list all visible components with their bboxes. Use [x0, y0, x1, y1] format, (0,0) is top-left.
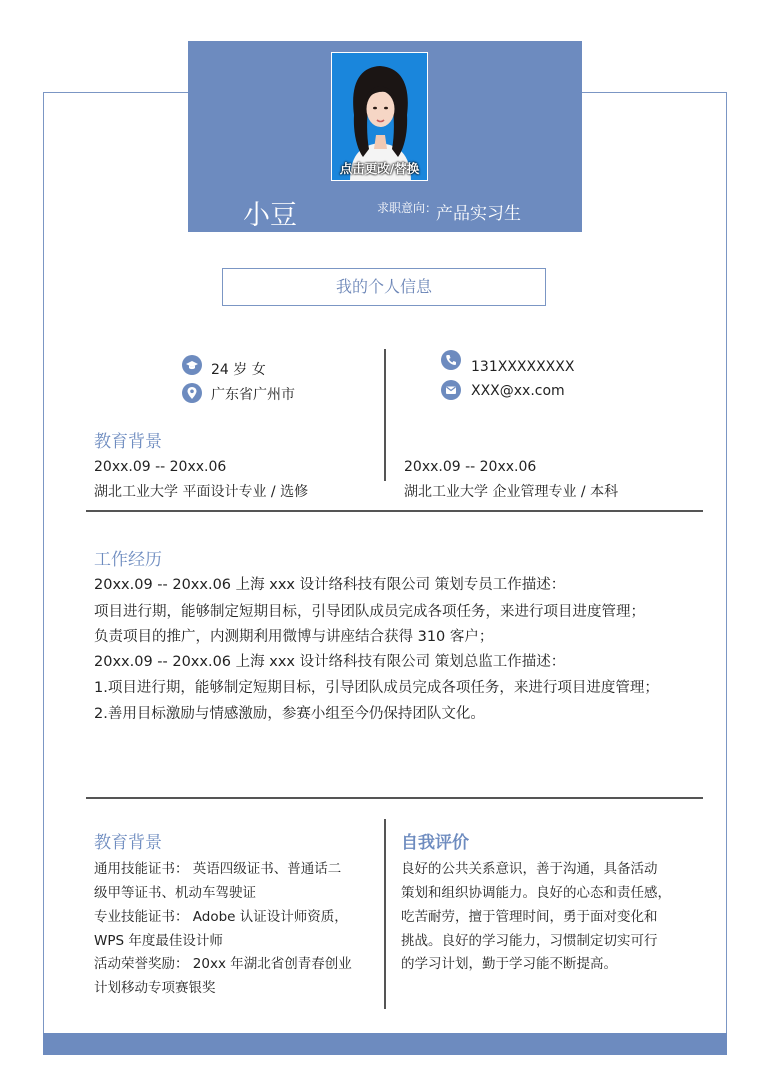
job-intent-value: 产品实习生 [436, 204, 521, 224]
certificate-line: 通用技能证书： 英语四级证书、普通话二 [94, 861, 342, 877]
graduation-cap-icon [182, 355, 202, 375]
self-evaluation-line: 挑战。良好的学习能力，习惯制定切实可行 [401, 933, 658, 949]
self-evaluation-title: 自我评价 [401, 833, 469, 853]
education-right-period: 20xx.09 -- 20xx.06 [404, 459, 537, 475]
work-line: 1.项目进行期，能够制定短期目标，引导团队成员完成各项任务，来进行项目进度管理； [94, 680, 659, 696]
footer-bar [43, 1033, 727, 1055]
work-line: 负责项目的推广，内测期利用微博与讲座结合获得 310 客户； [94, 629, 494, 645]
self-evaluation-line: 良好的公共关系意识，善于沟通，具备活动 [401, 861, 658, 877]
education-title: 教育背景 [94, 432, 162, 452]
phone-number: 131XXXXXXXX [471, 359, 575, 375]
section-divider-top [86, 510, 703, 512]
certificate-line: 计划移动专项赛银奖 [94, 980, 216, 996]
certificate-line: 级甲等证书、机动车驾驶证 [94, 885, 256, 901]
education-left-period: 20xx.09 -- 20xx.06 [94, 459, 227, 475]
self-evaluation-line: 的学习计划，勤于学习能不断提高。 [401, 956, 617, 972]
certificates-title: 教育背景 [94, 833, 162, 853]
education-right-detail: 湖北工业大学 企业管理专业 / 本科 [404, 484, 619, 500]
info-divider [384, 349, 386, 481]
candidate-name: 小豆 [243, 200, 297, 231]
education-left-detail: 湖北工业大学 平面设计专业 / 选修 [94, 484, 309, 500]
email-address: XXX@xx.com [471, 383, 565, 399]
work-title: 工作经历 [94, 550, 162, 570]
profile-photo[interactable] [331, 52, 428, 181]
photo-change-caption[interactable]: 点击更改/替换 [339, 161, 420, 176]
self-evaluation-line: 策划和组织协调能力。良好的心态和责任感， [401, 885, 671, 901]
certificate-line: 专业技能证书： Adobe 认证设计师资质， [94, 909, 348, 925]
work-line: 20xx.09 -- 20xx.06 上海 xxx 设计络科技有限公司 策划专员工作描述： [94, 577, 566, 593]
bottom-divider [384, 819, 386, 1009]
work-line: 20xx.09 -- 20xx.06 上海 xxx 设计络科技有限公司 策划总监工作描述： [94, 654, 566, 670]
certificate-line: 活动荣誉奖励： 20xx 年湖北省创青春创业 [94, 956, 352, 972]
age-gender: 24 岁 女 [211, 362, 266, 378]
personal-info-title: 我的个人信息 [222, 268, 546, 306]
location-pin-icon [182, 383, 202, 403]
work-line: 项目进行期，能够制定短期目标，引导团队成员完成各项任务，来进行项目进度管理； [94, 604, 645, 620]
envelope-icon [441, 380, 461, 400]
job-intent-label: 求职意向： [377, 201, 438, 215]
self-evaluation-line: 吃苦耐劳，擅于管理时间，勇于面对变化和 [401, 909, 658, 925]
work-line: 2.善用目标激励与情感激励，参赛小组至今仍保持团队文化。 [94, 706, 485, 722]
section-divider-bottom [86, 797, 703, 799]
phone-icon [441, 350, 461, 370]
location-text: 广东省广州市 [211, 387, 295, 403]
certificate-line: WPS 年度最佳设计师 [94, 933, 223, 949]
